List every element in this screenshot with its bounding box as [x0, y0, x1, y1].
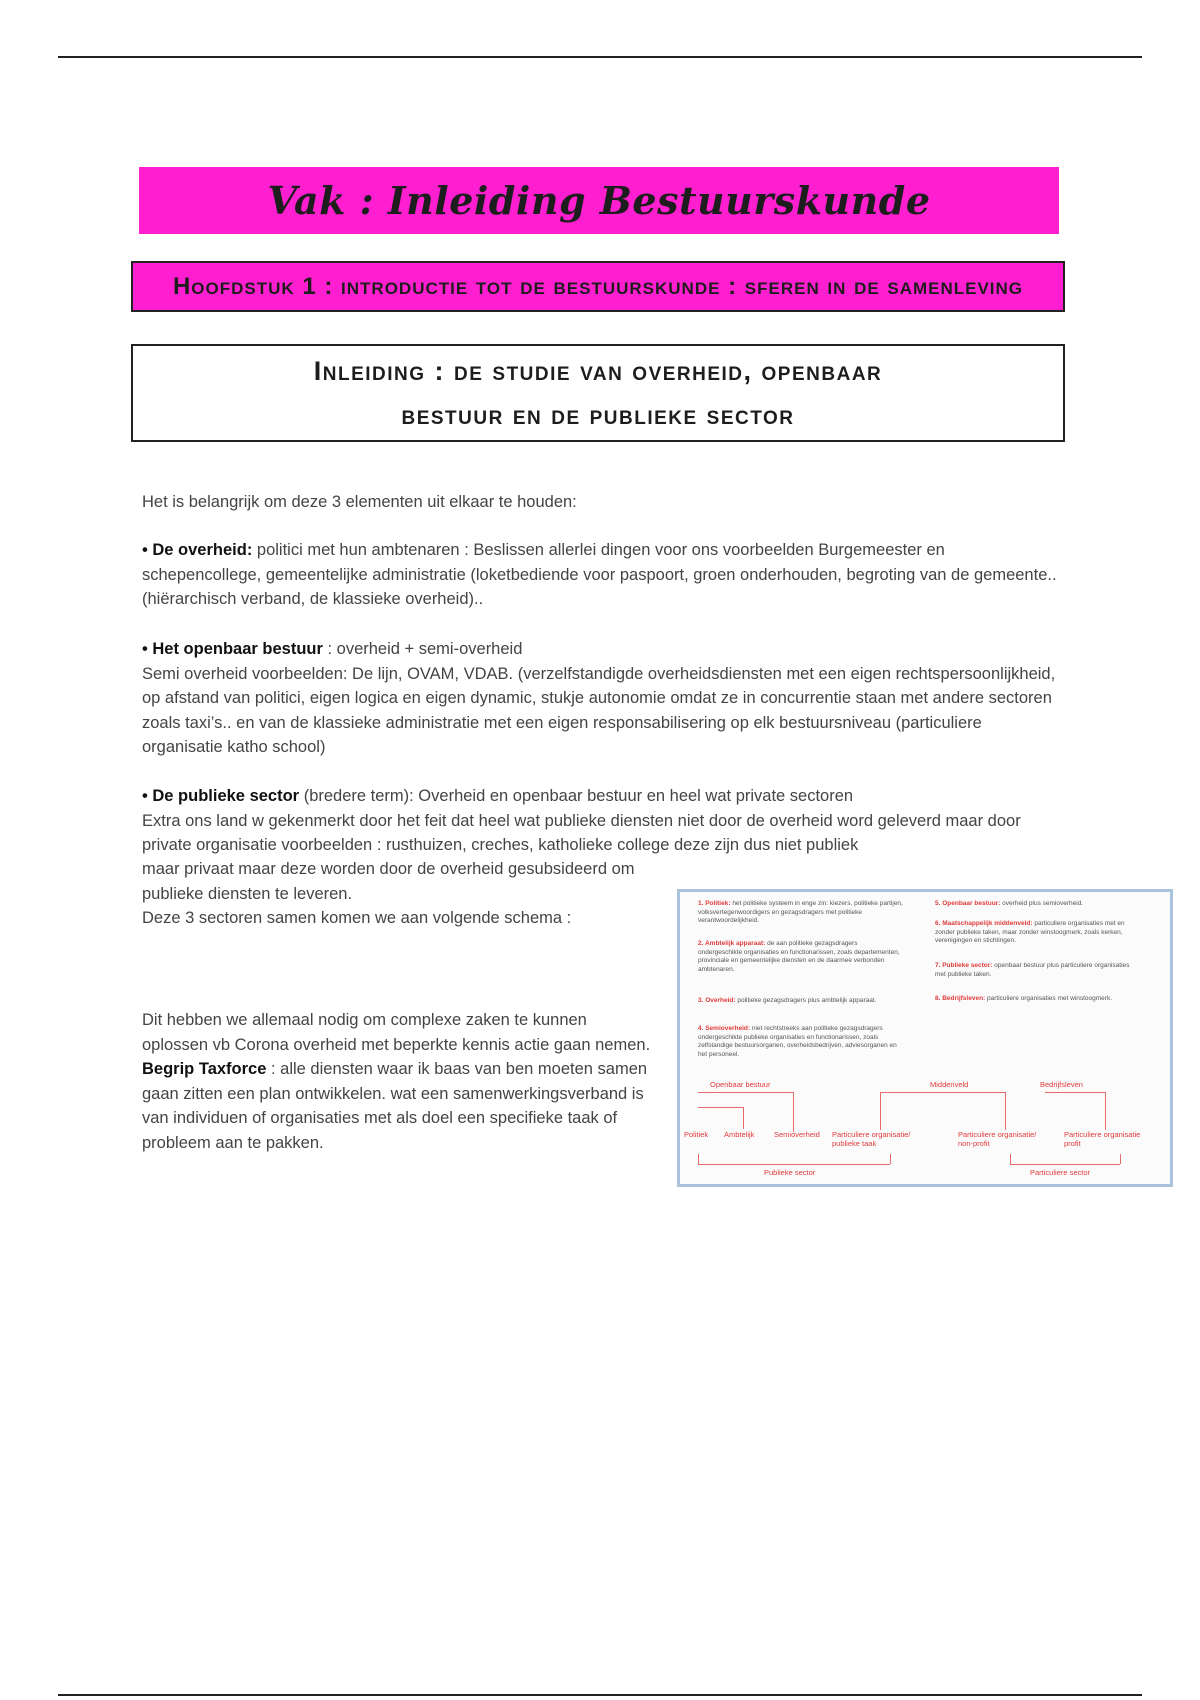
overheid-term: De overheid:: [152, 541, 253, 559]
taxforce-term: Begrip Taxforce: [142, 1060, 267, 1078]
schema-line: [698, 1164, 890, 1165]
schema-bottom-label: Particuliere organisatie profit: [1064, 1130, 1141, 1148]
schema-item: 4. Semioverheid: niet rechtstreeks aan politieke gezagsdragers ondergeschikte publieke organisaties en functionarissen, zoals zelfstandige bestuursorganen, overheidsbedrijven, adviesorganen en het personeel.: [698, 1025, 897, 1058]
taxforce-text: : alle diensten waar ik baas van ben moeten samen gaan zitten een plan ontwikkelen. wat een samenwerkingsverband is van individuen of organisaties met als doel een specifieke taak of probleem aan te pakken.: [142, 1060, 648, 1152]
course-title: Vak : Inleiding Bestuurskunde: [267, 178, 931, 223]
schema-line: [880, 1092, 1005, 1093]
schema-sector-label: Publieke sector: [764, 1168, 816, 1177]
schema-item: 3. Overheid: politieke gezagsdragers plus ambtelijk apparaat.: [698, 997, 877, 1004]
schema-group-label: Openbaar bestuur: [710, 1080, 771, 1089]
schema-line: [743, 1107, 744, 1129]
schema-bottom-label: Politiek: [684, 1130, 709, 1139]
chapter-title: Hoofdstuk 1 : introductie tot de bestuurskunde : sferen in de samenleving: [172, 272, 1024, 300]
schema-group-label: Middenveld: [930, 1080, 969, 1089]
schema-item: 1. Politiek: het politieke systeem in enge zin: kiezers, politieke partijen, volksvertegenwoordigers en gezagsdragers met politieke verantwoordelijkheid.: [698, 900, 903, 924]
publieke-sector-term: De publieke sector: [152, 787, 300, 805]
schema-bottom-label: Particuliere organisatie/ non-profit: [958, 1130, 1037, 1148]
schema-item: 5. Openbaar bestuur: overheid plus semioverheid.: [935, 900, 1084, 907]
openbaar-bestuur-text: : overheid + semi-overheid: [322, 640, 523, 658]
openbaar-bestuur-paragraph: [142, 637, 1062, 760]
overheid-text: politici met hun ambtenaren : Beslissen allerlei dingen voor ons voorbeelden Burgemeester en schepencollege, gemeentelijke administratie (loketbediende voor paspoort, groen onderhouden, begroting van de gemeente.. (hiërarchisch verband, de klassieke overheid)..: [142, 541, 1057, 608]
section-title-line1: Inleiding : de studie van overheid, openbaar: [313, 356, 883, 386]
section-title-box: [131, 344, 1065, 442]
schema-group-label: Bedrijfsleven: [1040, 1080, 1083, 1089]
schema-line: [698, 1154, 699, 1164]
schema-line: [1005, 1092, 1006, 1130]
sectors-schema-image: [677, 889, 1173, 1187]
schema-line: [880, 1092, 881, 1130]
openbaar-bestuur-detail: Semi overheid voorbeelden: De lijn, OVAM, VDAB. (verzelfstandigde overheidsdiensten met een eigen rechtspersoonlijkheid, op afstand van politici, eigen logica en eigen dynamic, stukje autonomie omdat ze in concurrentie staan met andere sectoren zoals taxi’s.. en van de klassieke administratie met een eigen responsabilisering op elk bestuursniveau (particuliere organisatie katho school): [142, 664, 1056, 756]
schema-item: 2. Ambtelijk apparaat: de aan politieke gezagsdragers ondergeschikte organisaties en functionarissen, zoals departementen, provinciale en gemeentelijke diensten en de daarmee verbonden ambtenaren.: [698, 940, 900, 973]
closing-text: Dit hebben we allemaal nodig om complexe zaken te kunnen oplossen vb Corona overheid met beperkte kennis actie gaan nemen.: [142, 1011, 651, 1054]
schema-bottom-label: Ambtelijk: [724, 1130, 755, 1139]
publieke-sector-continued: [142, 857, 662, 931]
bullet: •: [142, 541, 153, 559]
bullet: •: [142, 787, 153, 805]
publieke-sector-detail2: maar privaat maar deze worden door de overheid gesubsideerd om publieke diensten te leveren.: [142, 860, 635, 903]
schema-item: 7. Publieke sector: openbaar bestuur plus particuliere organisaties met publieke taken.: [935, 962, 1130, 978]
schema-line: [1010, 1154, 1011, 1164]
closing-paragraph: [142, 1008, 652, 1155]
publieke-sector-text: (bredere term): Overheid en openbaar bestuur en heel wat private sectoren: [299, 787, 854, 805]
schema-bottom-label: Particuliere organisatie/ publieke taak: [832, 1130, 911, 1148]
schema-line: [1010, 1164, 1120, 1165]
schema-item: 6. Maatschappelijk middenveld: particuliere organisaties met en zonder publieke taken, maar zonder winstoogmerk, zoals kerken, verenigingen en stichtingen.: [935, 920, 1125, 944]
top-rule: [58, 56, 1142, 58]
intro-paragraph: Het is belangrijk om deze 3 elementen uit elkaar te houden:: [142, 493, 577, 511]
schema-line: [1105, 1092, 1106, 1130]
chapter-title-banner: [131, 261, 1065, 312]
schema-line: [793, 1092, 794, 1132]
openbaar-bestuur-term: Het openbaar bestuur: [152, 640, 323, 658]
schema-line: [890, 1154, 891, 1164]
schema-intro: Deze 3 sectoren samen komen we aan volgende schema :: [142, 909, 572, 927]
schema-line: [1045, 1092, 1105, 1093]
publieke-sector-detail: Extra ons land w gekenmerkt door het feit dat heel wat publieke diensten niet door de overheid word geleverd maar door private organisatie voorbeelden : rusthuizen, creches, katholieke college deze zijn dus niet publiek: [142, 811, 1021, 854]
schema-bottom-label: Semioverheid: [774, 1130, 820, 1139]
overheid-paragraph: [142, 538, 1062, 612]
publieke-sector-paragraph: [142, 784, 1062, 858]
schema-line: [698, 1107, 743, 1108]
schema-item: 8. Bedrijfsleven: particuliere organisaties met winstoogmerk.: [935, 995, 1113, 1002]
section-title-line2: bestuur en de publieke sector: [401, 400, 795, 430]
bottom-rule: [58, 1694, 1142, 1696]
schema-line: [1120, 1154, 1121, 1164]
schema-line: [698, 1092, 793, 1093]
course-title-banner: [139, 167, 1059, 234]
bullet: •: [142, 640, 153, 658]
schema-sector-label: Particuliere sector: [1030, 1168, 1091, 1177]
